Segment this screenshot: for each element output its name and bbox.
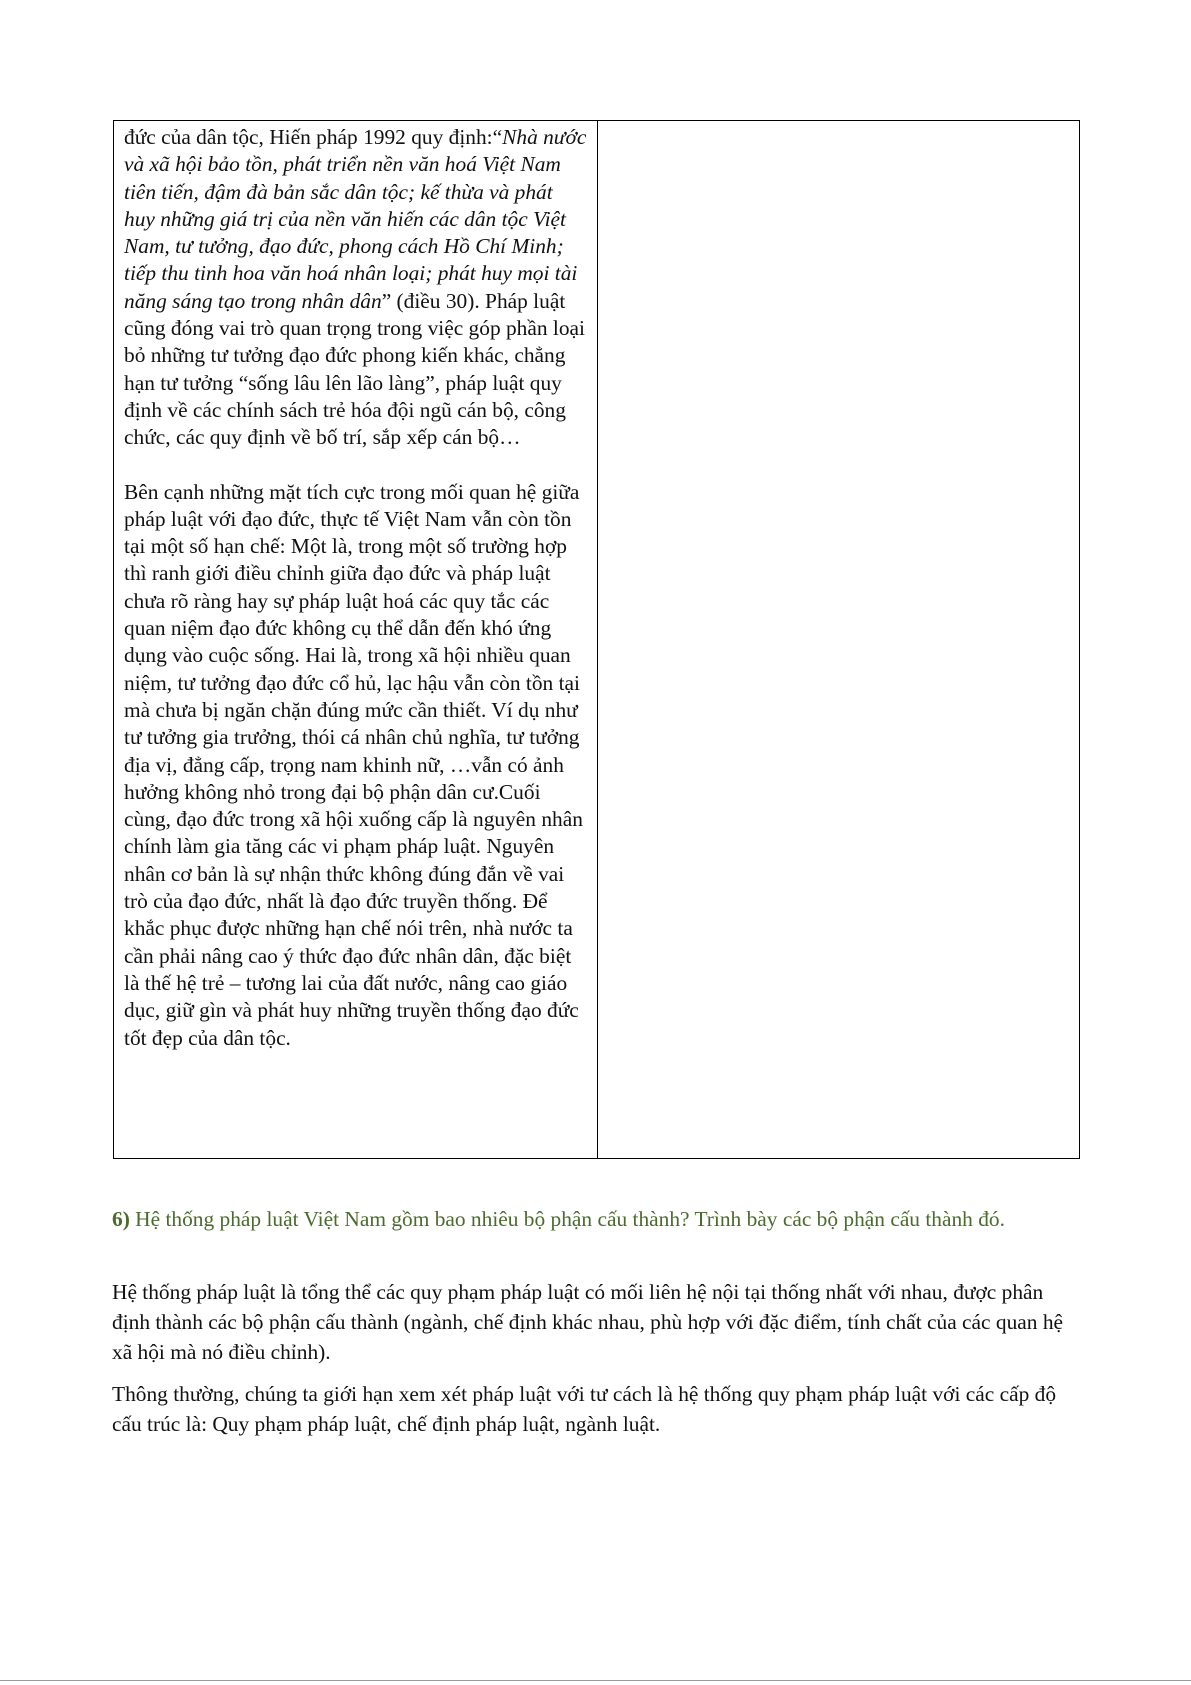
table-cell-right xyxy=(598,121,1079,1158)
footer-divider xyxy=(0,1680,1191,1681)
content-table xyxy=(113,120,1080,1159)
question-text: Hệ thống pháp luật Việt Nam gồm bao nhiêu bộ phận cấu thành? Trình bày các bộ phận cấu thành đó. xyxy=(129,1207,1005,1231)
paragraph-lead-text: đức của dân tộc, Hiến pháp 1992 quy định:“ xyxy=(124,125,503,149)
question-number: 6) xyxy=(112,1207,130,1231)
table-paragraph-2: Bên cạnh những mặt tích cực trong mối quan hệ giữa pháp luật với đạo đức, thực tế Việt Nam vẫn còn tồn tại một số hạn chế: Một là, trong một số trường hợp thì ranh giới điều chỉnh giữa đạo đức và pháp luật chưa rõ ràng hay sự pháp luật hoá các quy tắc các quan niệm đạo đức không cụ thể dẫn đến khó ứng dụng vào cuộc sống. Hai là, trong xã hội nhiều quan niệm, tư tưởng đạo đức cổ hủ, lạc hậu vẫn còn tồn tại mà chưa bị ngăn chặn đúng mức cần thiết. Ví dụ như tư tưởng gia trưởng, thói cá nhân chủ nghĩa, tư tưởng địa vị, đẳng cấp, trọng nam khinh nữ, …vẫn có ảnh hưởng không nhỏ trong đại bộ phận dân cư.Cuối cùng, đạo đức trong xã hội xuống cấp là nguyên nhân chính làm gia tăng các vi phạm pháp luật. Nguyên nhân cơ bản là sự nhận thức không đúng đắn về vai trò của đạo đức, nhất là đạo đức truyền thống. Để khắc phục được những hạn chế nói trên, nhà nước ta cần phải nâng cao ý thức đạo đức nhân dân, đặc biệt là thế hệ trẻ – tương lai của đất nước, nâng cao giáo dục, giữ gìn và phát huy những truyền thống đạo đức tốt đẹp của dân tộc. xyxy=(124,479,583,1050)
answer-paragraph: Thông thường, chúng ta giới hạn xem xét pháp luật với tư cách là hệ thống quy phạm pháp luật với các cấp độ cấu trúc là: Quy phạm pháp luật, chế định pháp luật, ngành luật. xyxy=(112,1382,1057,1436)
table-paragraph-1 xyxy=(124,124,587,452)
table-cell-left xyxy=(114,121,598,1158)
constitution-quote: Nhà nước và xã hội bảo tồn, phát triển nền văn hoá Việt Nam tiên tiến, đậm đà bản sắc dân tộc; kế thừa và phát huy những giá trị của nền văn hiến các dân tộc Việt Nam, tư tưởng, đạo đức, phong cách Hồ Chí Minh; tiếp thu tinh hoa văn hoá nhân loại; phát huy mọi tài năng sáng tạo trong nhân dân xyxy=(124,125,587,313)
paragraph-rest-text: ” (điều 30). Pháp luật cũng đóng vai trò quan trọng trong việc góp phần loại bỏ những tư tưởng đạo đức phong kiến khác, chẳng hạn tư tưởng “sống lâu lên lão làng”, pháp luật quy định về các chính sách trẻ hóa đội ngũ cán bộ, công chức, các quy định về bố trí, sắp xếp cán bộ… xyxy=(124,288,585,450)
answer-paragraph: Hệ thống pháp luật là tổng thể các quy phạm pháp luật có mối liên hệ nội tại thống nhất với nhau, được phân định thành các bộ phận cấu thành (ngành, chế định khác nhau, phù hợp với đặc điểm, tính chất của các quan hệ xã hội mà nó điều chỉnh). xyxy=(112,1280,1064,1364)
question-heading xyxy=(112,1204,1078,1235)
